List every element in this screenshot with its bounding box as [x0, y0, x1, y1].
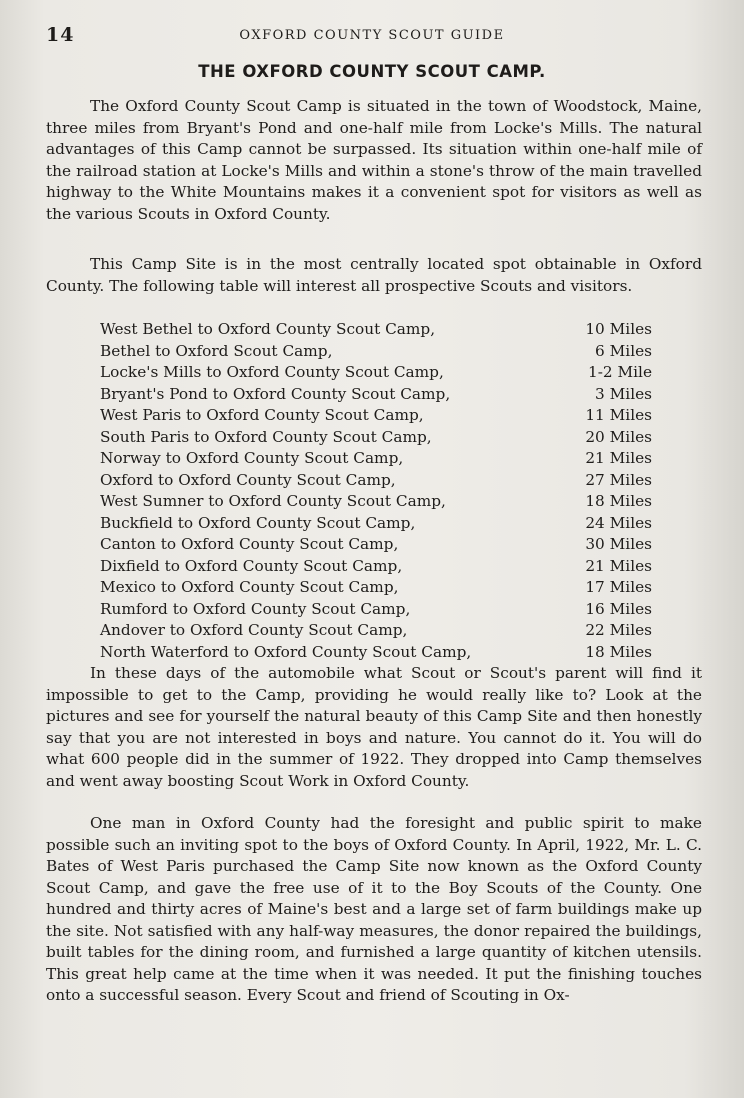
paragraph-automobile	[46, 663, 702, 792]
route-name: West Bethel to Oxford County Scout Camp,	[100, 320, 436, 338]
route-name: South Paris to Oxford County Scout Camp,	[100, 427, 432, 446]
table-row	[100, 448, 652, 470]
route-distance: 10 Miles	[585, 320, 652, 338]
table-row	[100, 384, 652, 406]
table-row	[100, 427, 652, 449]
page-number: 14	[46, 24, 75, 46]
table-row	[100, 620, 652, 642]
table-row	[100, 556, 652, 578]
route-name: Rumford to Oxford County Scout Camp,	[100, 599, 411, 618]
route-distance: 21 Miles	[585, 556, 652, 575]
route-name: Oxford to Oxford County Scout Camp,	[100, 470, 396, 489]
route-distance: 11 Miles	[585, 406, 652, 424]
route-distance: 18 Miles	[585, 492, 652, 510]
route-name: Dixfield to Oxford County Scout Camp,	[100, 556, 403, 575]
paragraph-location	[46, 96, 702, 225]
running-head: OXFORD COUNTY SCOUT GUIDE	[239, 28, 505, 43]
route-name: West Sumner to Oxford County Scout Camp,	[100, 492, 446, 510]
route-name: Buckfield to Oxford County Scout Camp,	[100, 513, 416, 532]
paragraph-text: In these days of the automobile what Scout or Scout's parent will find it impossible to get to the Camp, providing he would really like to? Look at the pictures and see for yourself the natural beauty of this Camp Site and then honestly say that you are not interested in boys and nature. You cannot do it. You will do what 600 people did in the summer of 1922. They dropped into Camp themselves and went away boosting Scout Work in Oxford County.	[46, 664, 702, 790]
table-row	[100, 513, 652, 535]
route-distance: 18 Miles	[585, 642, 652, 661]
section-title: THE OXFORD COUNTY SCOUT CAMP.	[198, 62, 546, 81]
route-distance: 17 Miles	[585, 578, 652, 596]
route-name: Mexico to Oxford County Scout Camp,	[100, 578, 399, 596]
paragraph-text: One man in Oxford County had the foresight and public spirit to make possible such an inviting spot to the boys of Oxford County. In April, 1922, Mr. L. C. Bates of West Paris purchased the Camp Site now known as the Oxford County Scout Camp, and gave the free use of it to the Boy Scouts of the County. One hundred and thirty acres of Maine's best and a large set of farm buildings make up the site. Not satisfied with any half-way measures, the donor repaired the buildings, built tables for the dining room, and furnished a large quantity of kitchen utensils. This great help came at the time when it was needed. It put the finishing touches onto a successful season. Every Scout and friend of Scouting in Ox-	[46, 814, 702, 1004]
table-row	[100, 534, 652, 556]
route-name: West Paris to Oxford County Scout Camp,	[100, 406, 424, 424]
table-row	[100, 642, 652, 664]
table-row	[100, 405, 652, 427]
route-distance: 1-2 Mile	[588, 363, 652, 381]
route-name: North Waterford to Oxford County Scout Camp,	[100, 642, 472, 661]
table-row	[100, 599, 652, 621]
route-distance: 20 Miles	[585, 427, 652, 446]
route-distance: 22 Miles	[585, 621, 652, 639]
route-name: Bryant's Pond to Oxford County Scout Camp,	[100, 384, 451, 403]
route-distance: 6 Miles	[595, 341, 652, 360]
route-name: Andover to Oxford County Scout Camp,	[100, 621, 408, 639]
route-distance: 16 Miles	[585, 599, 652, 618]
table-row	[100, 491, 652, 513]
paragraph-text: This Camp Site is in the most centrally located spot obtainable in Oxford County. The following table will interest all prospective Scouts and visitors.	[46, 255, 702, 295]
table-row	[100, 341, 652, 363]
distance-table	[100, 319, 652, 663]
table-row	[100, 362, 652, 384]
table-row	[100, 577, 652, 599]
route-name: Bethel to Oxford Scout Camp,	[100, 341, 333, 360]
table-row	[100, 470, 652, 492]
table-row	[100, 319, 652, 341]
paragraph-text: The Oxford County Scout Camp is situated in the town of Woodstock, Maine, three miles from Bryant's Pond and one-half mile from Locke's Mills. The natural advantages of this Camp cannot be surpassed. Its situation within one-half mile of the railroad station at Locke's Mills and within a stone's throw of the main travelled highway to the White Mountains makes it a convenient spot for visitors as well as the various Scouts in Oxford County.	[46, 97, 702, 223]
paragraph-camp-site	[46, 254, 702, 297]
route-distance: 30 Miles	[585, 535, 652, 553]
route-distance: 27 Miles	[585, 470, 652, 489]
route-distance: 24 Miles	[585, 513, 652, 532]
route-name: Norway to Oxford County Scout Camp,	[100, 449, 404, 467]
route-distance: 3 Miles	[595, 384, 652, 403]
paragraph-donor	[46, 813, 702, 1007]
route-name: Locke's Mills to Oxford County Scout Camp,	[100, 363, 444, 381]
route-name: Canton to Oxford County Scout Camp,	[100, 535, 399, 553]
page-header	[0, 24, 744, 48]
route-distance: 21 Miles	[585, 449, 652, 467]
